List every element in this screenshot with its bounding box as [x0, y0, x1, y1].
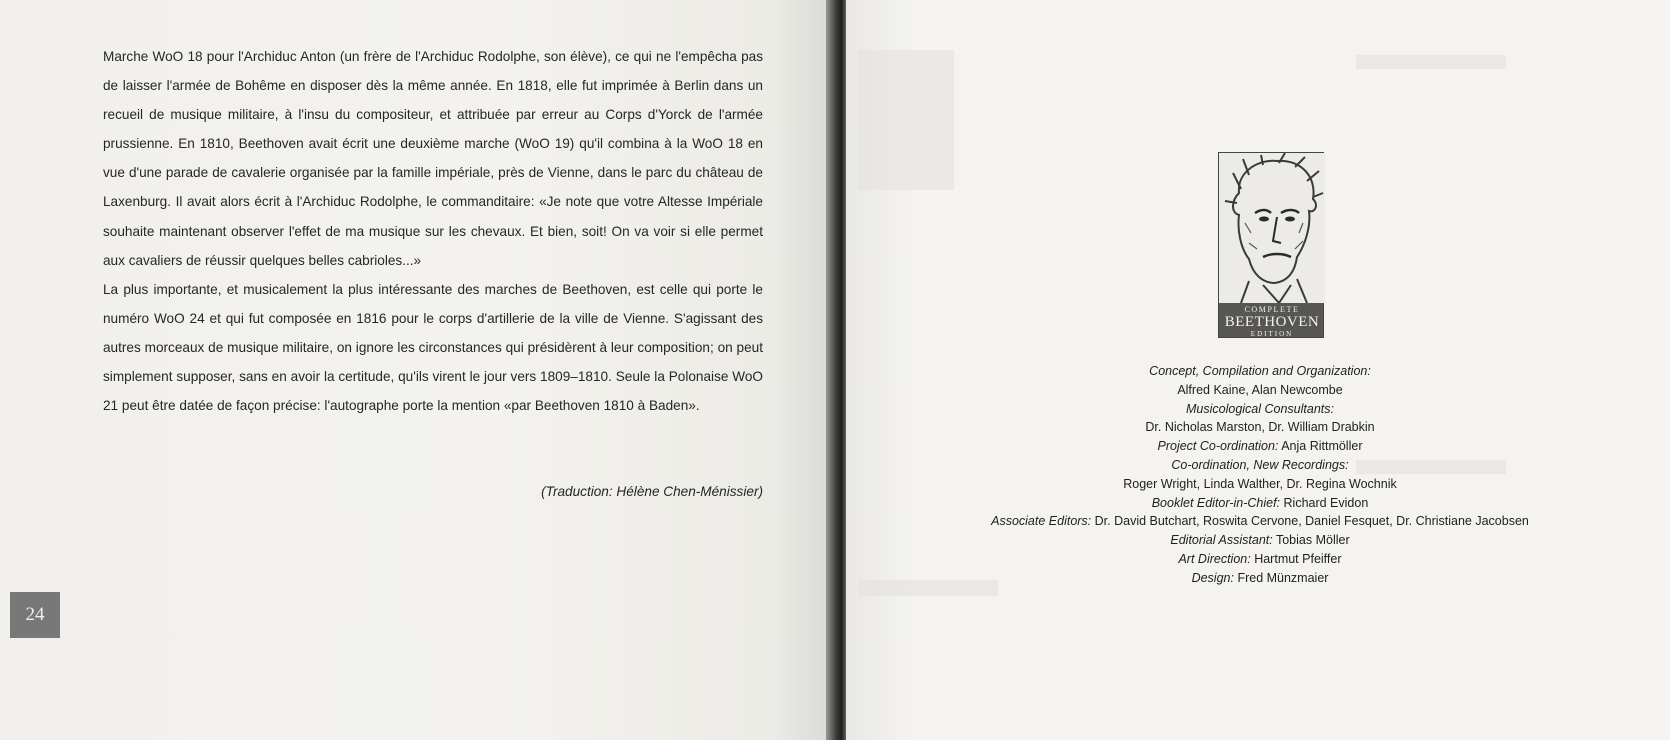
credit-line	[860, 569, 1660, 588]
credit-line	[860, 362, 1660, 381]
credit-line	[860, 494, 1660, 513]
bleed-through-block	[858, 50, 954, 190]
logo-label	[1219, 303, 1325, 339]
bleed-through-bar	[1356, 55, 1506, 69]
credit-names: Hartmut Pfeiffer	[1254, 551, 1342, 566]
credit-names: Dr. David Butchart, Roswita Cervone, Daniel Fesquet, Dr. Christiane Jacobsen	[1094, 514, 1529, 529]
credits-block	[860, 362, 1660, 588]
credit-names: Tobias Möller	[1275, 533, 1350, 548]
credit-line	[860, 437, 1660, 456]
credit-names: Fred Münzmaier	[1237, 570, 1329, 585]
credit-role: Concept, Compilation and Organization:	[1149, 364, 1371, 378]
credit-line	[860, 381, 1660, 400]
logo-line-edition: EDITION	[1250, 330, 1294, 338]
credit-line	[860, 475, 1660, 494]
translator-credit: (Traduction: Hélène Chen-Ménissier)	[541, 484, 763, 499]
credit-line	[860, 512, 1660, 531]
credit-line	[860, 400, 1660, 419]
credit-role: Booklet Editor-in-Chief:	[1151, 495, 1281, 510]
complete-beethoven-edition-logo	[1218, 152, 1324, 338]
credit-names: Dr. Nicholas Marston, Dr. William Drabkin	[1145, 420, 1375, 435]
credit-role: Editorial Assistant:	[1170, 533, 1273, 548]
body-text	[103, 42, 763, 420]
beethoven-portrait-icon	[1219, 153, 1325, 303]
credit-names: Alfred Kaine, Alan Newcombe	[1177, 382, 1343, 397]
credit-line	[860, 531, 1660, 550]
page-number: 24	[10, 592, 60, 638]
paragraph-2: La plus importante, et musicalement la plus intéressante des marches de Beethoven, est celle qui porte le numéro WoO 24 et qui fut composée en 1816 pour le corps d'artillerie de la ville de Vienne. S'agissant des autres morceaux de musique militaire, on ignore les circonstances qui présidèrent à leur composition; on peut simplement supposer, sans en avoir la certitude, qu'ils virent le jour vers 1809–1810. Seule la Polonaise WoO 21 peut être datée de façon précise: l'autographe porte la mention «par Beethoven 1810 à Baden».	[103, 281, 763, 414]
credit-names: Anja Rittmöller	[1281, 439, 1363, 454]
credit-role: Design:	[1191, 570, 1234, 585]
paragraph-1: Marche WoO 18 pour l'Archiduc Anton (un frère de l'Archiduc Rodolphe, son élève), ce qui ne l'empêcha pas de laisser l'armée de Bohême en disposer dès la même année. En 1818, elle fut imprimée à Berlin dans un recueil de musique militaire, à l'insu du compositeur, et attribuée par erreur au Corps d'Yorck de l'armée prussienne. En 1810, Beethoven avait écrit une deuxième marche (WoO 19) qu'il combina à la WoO 18 en vue d'une parade de cavalerie organisée par la famille impériale, près de Vienne, dans le parc du château de Laxenburg. Il avait alors écrit à l'Archiduc Rodolphe, le commanditaire: «Je note que votre Altesse Impériale souhaite maintenant observer l'effet de ma musique sur les chevaux. Et bien, soit! On va voir si elle permet aux cavaliers de réussir quelques belles cabrioles...»	[103, 49, 763, 268]
credit-names: Richard Evidon	[1283, 495, 1369, 510]
credit-role: Co-ordination, New Recordings:	[1171, 457, 1349, 472]
credit-role: Associate Editors:	[991, 514, 1092, 529]
credit-line	[860, 456, 1660, 475]
credit-role: Art Direction:	[1178, 551, 1251, 566]
credit-line	[860, 550, 1660, 569]
credit-role: Musicological Consultants:	[1186, 401, 1334, 416]
logo-line-beethoven: BEETHOVEN	[1224, 314, 1320, 330]
logo-line-complete: COMPLETE	[1244, 305, 1300, 314]
credit-line	[860, 418, 1660, 437]
credit-role: Project Co-ordination:	[1157, 439, 1279, 454]
credit-names: Roger Wright, Linda Walther, Dr. Regina Wochnik	[1123, 476, 1397, 491]
